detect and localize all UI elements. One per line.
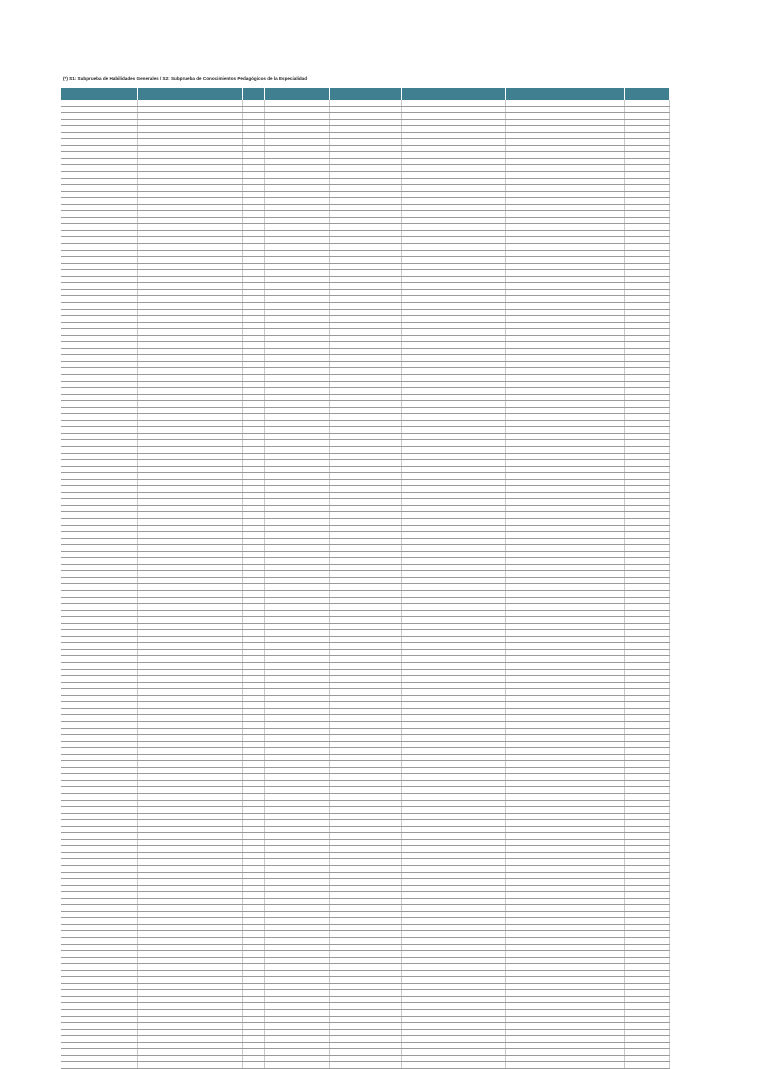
table-cell xyxy=(624,1062,669,1069)
table-cell xyxy=(401,1062,505,1069)
table-cell xyxy=(61,1062,137,1069)
column-header xyxy=(264,88,329,100)
table-row xyxy=(61,1062,669,1069)
column-header xyxy=(401,88,505,100)
results-table xyxy=(61,88,670,1069)
table-cell xyxy=(264,1062,329,1069)
column-header xyxy=(242,88,264,100)
table-cell xyxy=(505,1062,624,1069)
table-cell xyxy=(137,1062,242,1069)
column-header xyxy=(61,88,137,100)
document-title: (*) S1: Subprueba de Habilidades Generales / S2: Subprueba de Conocimientos Pedagógicos de la Especialidad xyxy=(63,76,308,81)
column-header xyxy=(624,88,669,100)
table-body xyxy=(61,100,669,1068)
table-cell xyxy=(329,1062,401,1069)
column-header xyxy=(505,88,624,100)
column-header xyxy=(137,88,242,100)
table-cell xyxy=(242,1062,264,1069)
column-header xyxy=(329,88,401,100)
table-header-row xyxy=(61,88,669,100)
